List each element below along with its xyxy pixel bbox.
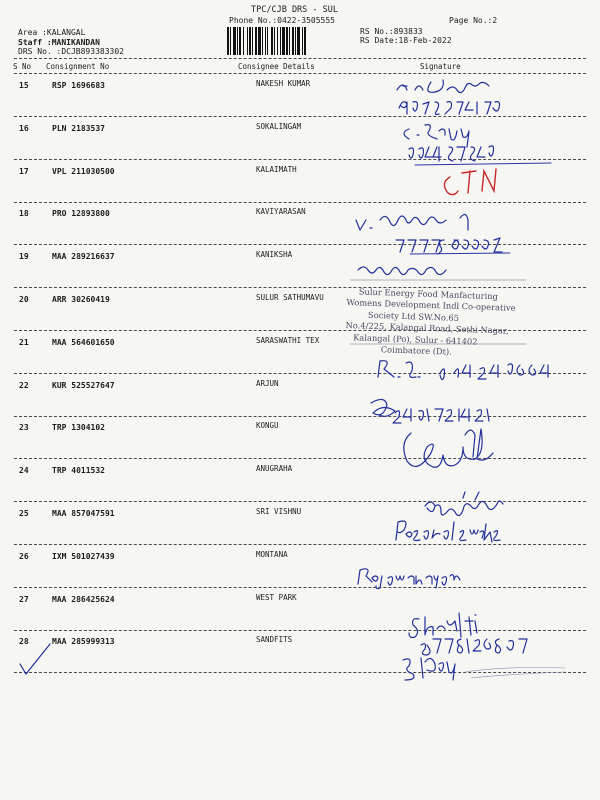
row-serial-number: 28 [19, 637, 29, 646]
row-serial-number: 19 [19, 252, 29, 261]
barcode-bar [249, 27, 251, 55]
barcode-bar [267, 27, 268, 55]
row-consignee-name: SOKALINGAM [256, 122, 302, 131]
stamp-line-1: Sulur Energy Food Manfacturing [358, 286, 499, 302]
row-consignment-number: ARR 30260419 [52, 295, 110, 304]
area-label: Area :KALANGAL [18, 28, 86, 37]
row-serial-number: 16 [19, 124, 29, 133]
row-consignee-name: KONGU [256, 421, 279, 430]
row-consignee-name: ARJUN [256, 379, 279, 388]
row-consignment-number: MAA 286425624 [52, 595, 115, 604]
document-title: TPC/CJB DRS - SUL [251, 5, 338, 15]
barcode-bar [277, 27, 278, 55]
barcode-bar [230, 27, 231, 55]
barcode [226, 27, 350, 55]
row-consignment-number: IXM 501027439 [52, 552, 115, 561]
row-serial-number: 22 [19, 381, 29, 390]
signature-row-15 [385, 72, 555, 117]
signature-row-25 [388, 514, 508, 546]
barcode-bar [289, 27, 290, 55]
row-divider [14, 587, 586, 588]
barcode-bar [258, 27, 261, 55]
signature-row-28 [385, 648, 585, 693]
barcode-bar [247, 27, 248, 55]
tick-mark [14, 640, 64, 680]
row-serial-number: 21 [19, 338, 29, 347]
drs-number: DRS No. :DCJB893383302 [18, 47, 124, 56]
row-consignment-number: MAA 285999313 [52, 637, 115, 646]
signature-row-26 [352, 562, 472, 590]
barcode-bar [237, 27, 238, 55]
row-consignee-name: WEST PARK [256, 593, 297, 602]
stamp-line-5: Kalangal (Po), Sulur - 641402 [353, 331, 478, 347]
barcode-bar [280, 27, 281, 55]
row-serial-number: 20 [19, 295, 29, 304]
barcode-bar [239, 27, 241, 55]
row-consignee-name: KALAIMATH [256, 165, 297, 174]
barcode-bar [292, 27, 294, 55]
stamp-line-3: Society Ltd SW.No.65 [367, 309, 460, 323]
column-header-consignee: Consignee Details [238, 62, 315, 71]
column-header-signature: Signature [420, 62, 461, 71]
row-consignment-number: PRO 12893800 [52, 209, 110, 218]
signature-row-23 [395, 415, 535, 475]
stamp-text [345, 286, 517, 360]
row-consignment-number: MAA 857047591 [52, 509, 115, 518]
barcode-bar [271, 27, 273, 55]
row-consignee-name: ANUGRAHA [256, 464, 293, 473]
barcode-bar [297, 27, 300, 55]
signature-row-16 [395, 117, 565, 167]
header-divider-top [14, 58, 586, 59]
row-consignment-number: TRP 4011532 [52, 466, 105, 475]
row-consignment-number: TRP 1304102 [52, 423, 105, 432]
row-consignee-name: KANIKSHA [256, 250, 293, 259]
rs-date: RS Date:18-Feb-2022 [360, 36, 452, 45]
stamp-line-2: Womens Development Indl Co-operative [346, 297, 516, 314]
barcode-bar [255, 27, 257, 55]
row-consignment-number: VPL 211030500 [52, 167, 115, 176]
stamp-line-4: No.4/225, Kalangal Road, Sethi Nagar, [345, 320, 509, 336]
row-serial-number: 23 [19, 423, 29, 432]
barcode-bar [282, 27, 285, 55]
column-header-sno: S No [13, 62, 32, 71]
barcode-bar [262, 27, 263, 55]
row-serial-number: 18 [19, 209, 29, 218]
row-consignee-name: SULUR SATHUMAVU [256, 293, 324, 302]
phone-number: Phone No.:0422-3505555 [229, 16, 335, 25]
row-serial-number: 25 [19, 509, 29, 518]
row-serial-number: 15 [19, 81, 29, 90]
row-consignee-name: MONTANA [256, 550, 288, 559]
row-consignment-number: MAA 289216637 [52, 252, 115, 261]
row-consignee-name: SRI VISHNU [256, 507, 302, 516]
row-consignee-name: NAKESH KUMAR [256, 79, 311, 88]
barcode-bar [295, 27, 296, 55]
barcode-bar [265, 27, 266, 55]
signature-row-17 [430, 163, 520, 203]
barcode-bar [243, 27, 244, 55]
row-consignee-name: KAVIYARASAN [256, 207, 306, 216]
barcode-bar [304, 27, 306, 55]
barcode-bar [227, 27, 229, 55]
row-consignment-number: PLN 2183537 [52, 124, 105, 133]
row-serial-number: 17 [19, 167, 29, 176]
staff-label: Staff :MANIKANDAN [18, 38, 100, 47]
row-consignment-number: MAA 564601650 [52, 338, 115, 347]
stamp-line-6: Coimbatore (Dt). [380, 344, 453, 357]
barcode-bar [233, 27, 236, 55]
barcode-bar [302, 27, 303, 55]
row-serial-number: 26 [19, 552, 29, 561]
row-serial-number: 27 [19, 595, 29, 604]
barcode-bar [252, 27, 253, 55]
signature-row-18 [350, 206, 550, 256]
barcode-bar [286, 27, 288, 55]
barcode-bar [274, 27, 275, 55]
signature-row-21 [370, 355, 585, 385]
rs-number: RS No.:893833 [360, 27, 423, 36]
row-consignee-name: SANDFITS [256, 635, 293, 644]
row-consignee-name: SARASWATHI TEX [256, 336, 320, 345]
row-consignment-number: RSP 1696683 [52, 81, 105, 90]
row-serial-number: 24 [19, 466, 29, 475]
column-header-consignment: Consignment No [46, 62, 110, 71]
page-number: Page No.:2 [449, 16, 498, 25]
row-consignment-number: KUR 525527647 [52, 381, 115, 390]
